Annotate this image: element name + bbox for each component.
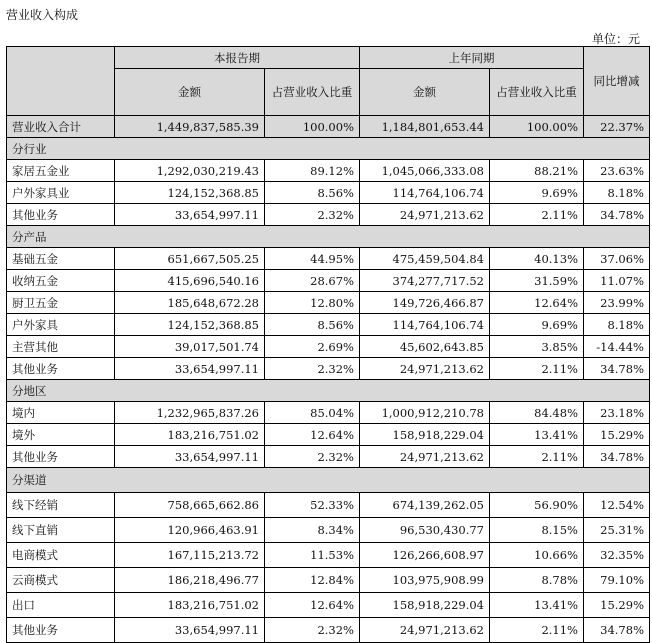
cur-amount-cell: 651,667,505.25 [115,248,265,270]
cur-amount-cell: 167,115,213.72 [115,543,265,568]
prev-amount-cell: 103,975,908.99 [360,568,490,593]
cur-share-cell: 11.53% [265,543,360,568]
table-row [7,543,650,568]
row-label: 出口 [7,593,115,618]
row-label: 线下直销 [7,518,115,543]
prev-share-cell: 13.41% [490,424,584,446]
prev-share-cell: 12.64% [490,292,584,314]
header-cur-amount: 金额 [115,69,265,116]
header-corner [7,47,115,116]
prev-amount-cell: 1,045,066,333.08 [360,160,490,182]
cur-amount-cell: 33,654,997.11 [115,204,265,226]
cur-share-cell: 12.64% [265,424,360,446]
cur-share-cell: 2.32% [265,618,360,643]
prev-amount-cell: 674,139,262.05 [360,493,490,518]
cur-share-cell: 2.32% [265,204,360,226]
table-row [7,568,650,593]
cur-share-cell: 8.56% [265,182,360,204]
prev-share-cell: 2.11% [490,618,584,643]
table-row [7,493,650,518]
table-row [7,358,650,380]
header-prev-share: 占营业收入比重 [490,69,584,116]
cur-share-cell: 8.34% [265,518,360,543]
row-label: 其他业务 [7,618,115,643]
prev-share-cell: 13.41% [490,593,584,618]
prev-share-cell: 100.00% [490,116,584,138]
prev-share-cell: 10.66% [490,543,584,568]
prev-amount-cell: 24,971,213.62 [360,446,490,468]
yoy-cell: 22.37% [584,116,650,138]
yoy-cell: 15.29% [584,593,650,618]
table-row [7,314,650,336]
row-label: 其他业务 [7,358,115,380]
row-label: 电商模式 [7,543,115,568]
revenue-composition-table [6,46,650,643]
row-label: 境外 [7,424,115,446]
table-row [7,402,650,424]
prev-amount-cell: 24,971,213.62 [360,358,490,380]
cur-amount-cell: 33,654,997.11 [115,618,265,643]
yoy-cell: 15.29% [584,424,650,446]
section-header-row [7,138,650,160]
table-row [7,424,650,446]
row-label: 线下经销 [7,493,115,518]
cur-amount-cell: 39,017,501.74 [115,336,265,358]
cur-amount-cell: 124,152,368.85 [115,182,265,204]
cur-amount-cell: 183,216,751.02 [115,593,265,618]
table-row-total [7,116,650,138]
table-row [7,518,650,543]
prev-share-cell: 40.13% [490,248,584,270]
prev-share-cell: 2.11% [490,204,584,226]
row-label: 收纳五金 [7,270,115,292]
prev-amount-cell: 475,459,504.84 [360,248,490,270]
table-row [7,446,650,468]
prev-amount-cell: 24,971,213.62 [360,204,490,226]
table-title: 营业收入构成 [6,8,79,22]
cur-amount-cell: 120,966,463.91 [115,518,265,543]
section-label: 分地区 [7,380,650,402]
unit-label: 单位：元 [591,32,640,46]
yoy-cell: 34.78% [584,204,650,226]
cur-amount-cell: 1,232,965,837.26 [115,402,265,424]
cur-share-cell: 8.56% [265,314,360,336]
prev-share-cell: 84.48% [490,402,584,424]
prev-amount-cell: 114,764,106.74 [360,182,490,204]
cur-amount-cell: 124,152,368.85 [115,314,265,336]
row-label: 主营其他 [7,336,115,358]
table-row [7,204,650,226]
prev-amount-cell: 1,000,912,210.78 [360,402,490,424]
cur-amount-cell: 33,654,997.11 [115,358,265,380]
table-row [7,270,650,292]
yoy-cell: 37.06% [584,248,650,270]
prev-amount-cell: 158,918,229.04 [360,593,490,618]
yoy-cell: 8.18% [584,182,650,204]
table-row [7,336,650,358]
prev-amount-cell: 114,764,106.74 [360,314,490,336]
section-label: 分行业 [7,138,650,160]
row-label: 基础五金 [7,248,115,270]
prev-share-cell: 31.59% [490,270,584,292]
yoy-cell: 34.78% [584,446,650,468]
cur-amount-cell: 1,449,837,585.39 [115,116,265,138]
cur-amount-cell: 415,696,540.16 [115,270,265,292]
cur-share-cell: 2.69% [265,336,360,358]
cur-share-cell: 12.84% [265,568,360,593]
row-label: 其他业务 [7,204,115,226]
cur-amount-cell: 185,648,672.28 [115,292,265,314]
cur-share-cell: 100.00% [265,116,360,138]
table-row [7,160,650,182]
header-prior-period: 上年同期 [360,47,584,69]
section-header-row [7,226,650,248]
yoy-cell: 23.99% [584,292,650,314]
header-yoy: 同比增减 [584,47,650,116]
row-label: 家居五金业 [7,160,115,182]
row-label: 其他业务 [7,446,115,468]
prev-amount-cell: 24,971,213.62 [360,618,490,643]
table-row [7,248,650,270]
cur-amount-cell: 758,665,662.86 [115,493,265,518]
cur-amount-cell: 183,216,751.02 [115,424,265,446]
prev-amount-cell: 126,266,608.97 [360,543,490,568]
table-row [7,593,650,618]
header-cur-share: 占营业收入比重 [265,69,360,116]
cur-share-cell: 2.32% [265,446,360,468]
row-label: 营业收入合计 [7,116,115,138]
prev-share-cell: 8.78% [490,568,584,593]
cur-share-cell: 85.04% [265,402,360,424]
yoy-cell: 79.10% [584,568,650,593]
prev-share-cell: 8.15% [490,518,584,543]
prev-amount-cell: 374,277,717.52 [360,270,490,292]
row-label: 云商模式 [7,568,115,593]
prev-share-cell: 2.11% [490,358,584,380]
prev-share-cell: 88.21% [490,160,584,182]
yoy-cell: -14.44% [584,336,650,358]
cur-share-cell: 52.33% [265,493,360,518]
cur-share-cell: 12.64% [265,593,360,618]
header-current-period: 本报告期 [115,47,360,69]
prev-share-cell: 2.11% [490,446,584,468]
table-row [7,618,650,643]
prev-amount-cell: 96,530,430.77 [360,518,490,543]
table-row [7,292,650,314]
header-prev-amount: 金额 [360,69,490,116]
section-label: 分产品 [7,226,650,248]
prev-amount-cell: 158,918,229.04 [360,424,490,446]
yoy-cell: 8.18% [584,314,650,336]
cur-amount-cell: 33,654,997.11 [115,446,265,468]
prev-share-cell: 56.90% [490,493,584,518]
cur-share-cell: 12.80% [265,292,360,314]
table-row [7,182,650,204]
yoy-cell: 34.78% [584,618,650,643]
section-label: 分渠道 [7,468,650,493]
cur-amount-cell: 1,292,030,219.43 [115,160,265,182]
row-label: 厨卫五金 [7,292,115,314]
yoy-cell: 23.63% [584,160,650,182]
cur-share-cell: 28.67% [265,270,360,292]
prev-share-cell: 9.69% [490,314,584,336]
row-label: 户外家具业 [7,182,115,204]
yoy-cell: 25.31% [584,518,650,543]
section-header-row [7,380,650,402]
header-row-periods [7,47,650,69]
cur-share-cell: 89.12% [265,160,360,182]
cur-amount-cell: 186,218,496.77 [115,568,265,593]
prev-amount-cell: 45,602,643.85 [360,336,490,358]
prev-share-cell: 3.85% [490,336,584,358]
yoy-cell: 34.78% [584,358,650,380]
prev-amount-cell: 149,726,466.87 [360,292,490,314]
prev-amount-cell: 1,184,801,653.44 [360,116,490,138]
cur-share-cell: 44.95% [265,248,360,270]
prev-share-cell: 9.69% [490,182,584,204]
row-label: 户外家具 [7,314,115,336]
yoy-cell: 32.35% [584,543,650,568]
cur-share-cell: 2.32% [265,358,360,380]
section-header-row [7,468,650,493]
yoy-cell: 23.18% [584,402,650,424]
row-label: 境内 [7,402,115,424]
yoy-cell: 12.54% [584,493,650,518]
yoy-cell: 11.07% [584,270,650,292]
